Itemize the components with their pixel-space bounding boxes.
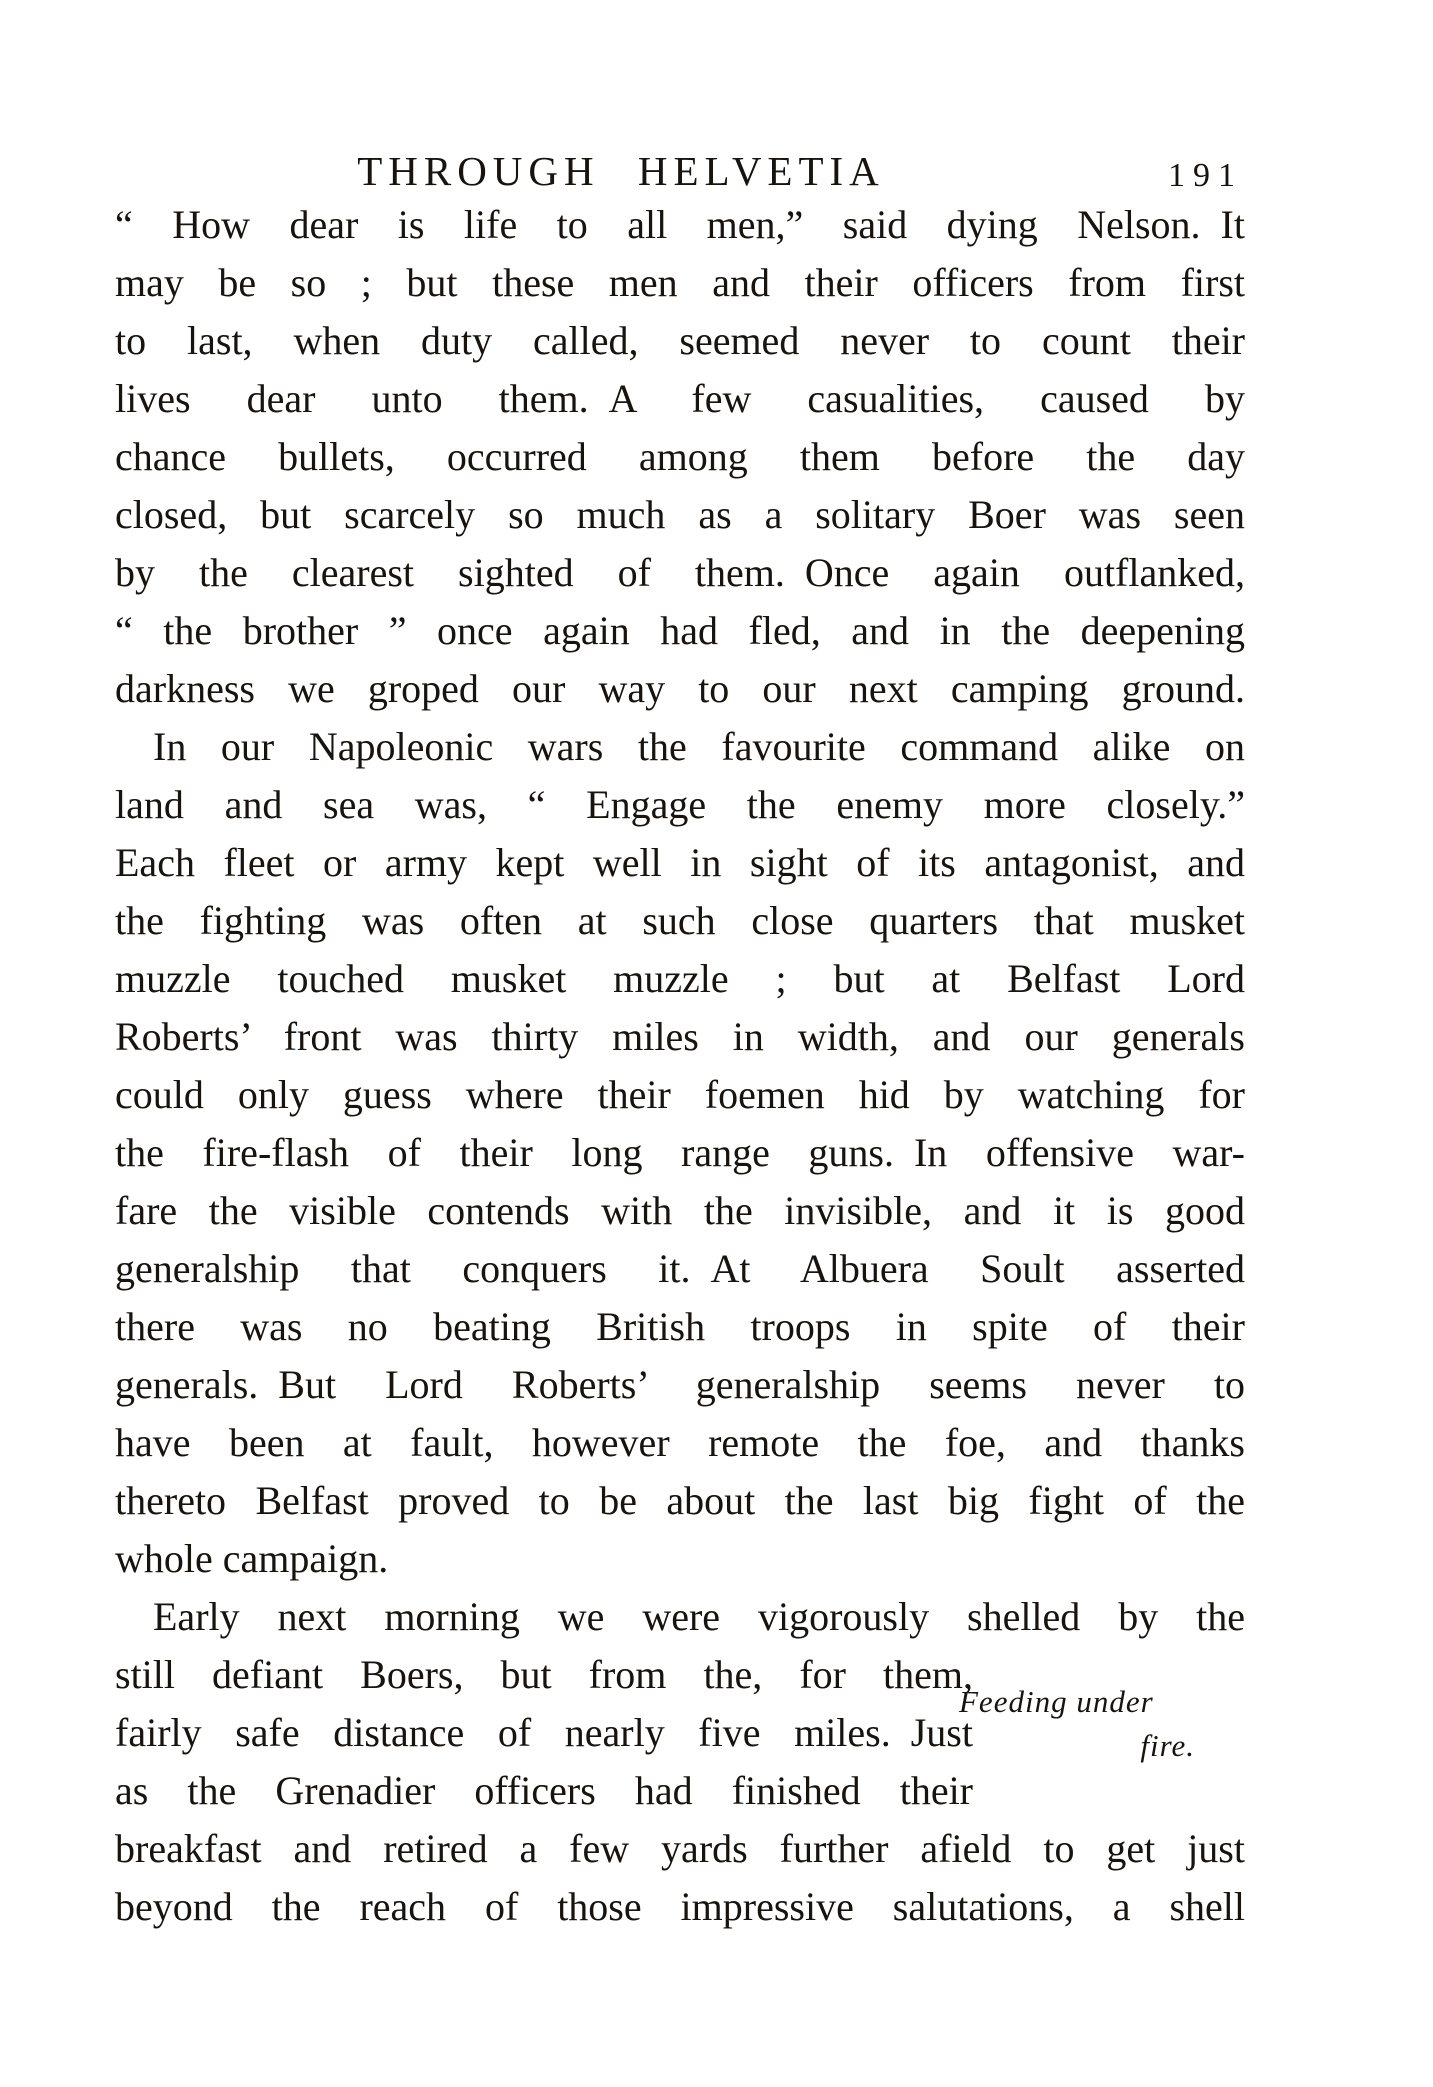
text-column [115,0,1245,2087]
text-line: the fighting was often at such close quarters that musket [115,898,1245,943]
text-line: breakfast and retired a few yards further afield to get just [115,1826,1245,1871]
running-head-title: THROUGH HELVETIA [357,148,885,194]
paragraph-1 [115,196,1245,718]
text-line: Early next morning we were vigorously shelled by the [153,1594,1245,1639]
text-line: beyond the reach of those impressive salutations, a shell [115,1884,1245,1929]
text-line: fare the visible contends with the invisible, and it is good [115,1188,1245,1233]
paragraph-3 [115,1588,1245,1936]
text-line: “ How dear is life to all men,” said dying Nelson. It [115,202,1245,247]
text-line: have been at fault, however remote the foe, and thanks [115,1420,1245,1465]
text-line: thereto Belfast proved to be about the last big fight of the [115,1478,1245,1523]
paragraph-2 [115,718,1245,1588]
text-line: whole campaign. [115,1536,389,1581]
text-line: there was no beating British troops in spite of their [115,1304,1245,1349]
margin-note-line: Feeding under [959,1684,1154,1719]
text-line: generals. But Lord Roberts’ generalship seems never to [115,1362,1245,1407]
margin-note [959,1680,1195,1768]
text-line: chance bullets, occurred among them before the day [115,434,1245,479]
text-line: by the clearest sighted of them. Once again outflanked, [115,550,1245,595]
text-line: still defiant Boers, but from the, for them, [115,1652,973,1697]
text-line: as the Grenadier officers had finished their [115,1768,973,1813]
text-line: generalship that conquers it. At Albuera Soult asserted [115,1246,1245,1291]
margin-note-line: fire. [1140,1728,1195,1763]
text-line: muzzle touched musket muzzle ; but at Belfast Lord [115,956,1245,1001]
text-line: closed, but scarcely so much as a solitary Boer was seen [115,492,1245,537]
text-line: may be so ; but these men and their officers from first [115,260,1245,305]
text-line: fairly safe distance of nearly five miles. Just [115,1710,973,1755]
text-line: Roberts’ front was thirty miles in width, and our generals [115,1014,1245,1059]
text-line: Each fleet or army kept well in sight of its antagonist, and [115,840,1245,885]
text-line: to last, when duty called, seemed never to count their [115,318,1245,363]
text-line: could only guess where their foemen hid by watching for [115,1072,1245,1117]
text-line: “ the brother ” once again had fled, and in the deepening [115,608,1245,653]
text-line: lives dear unto them. A few casualities, caused by [115,376,1245,421]
text-line: In our Napoleonic wars the favourite command alike on [153,724,1245,769]
text-line: the fire-flash of their long range guns. In offensive war- [115,1130,1245,1175]
text-line: land and sea was, “ Engage the enemy more closely.” [115,782,1245,827]
page-body [115,196,1245,1936]
page-number: 191 [1168,157,1243,194]
text-line: darkness we groped our way to our next camping ground. [115,666,1245,711]
